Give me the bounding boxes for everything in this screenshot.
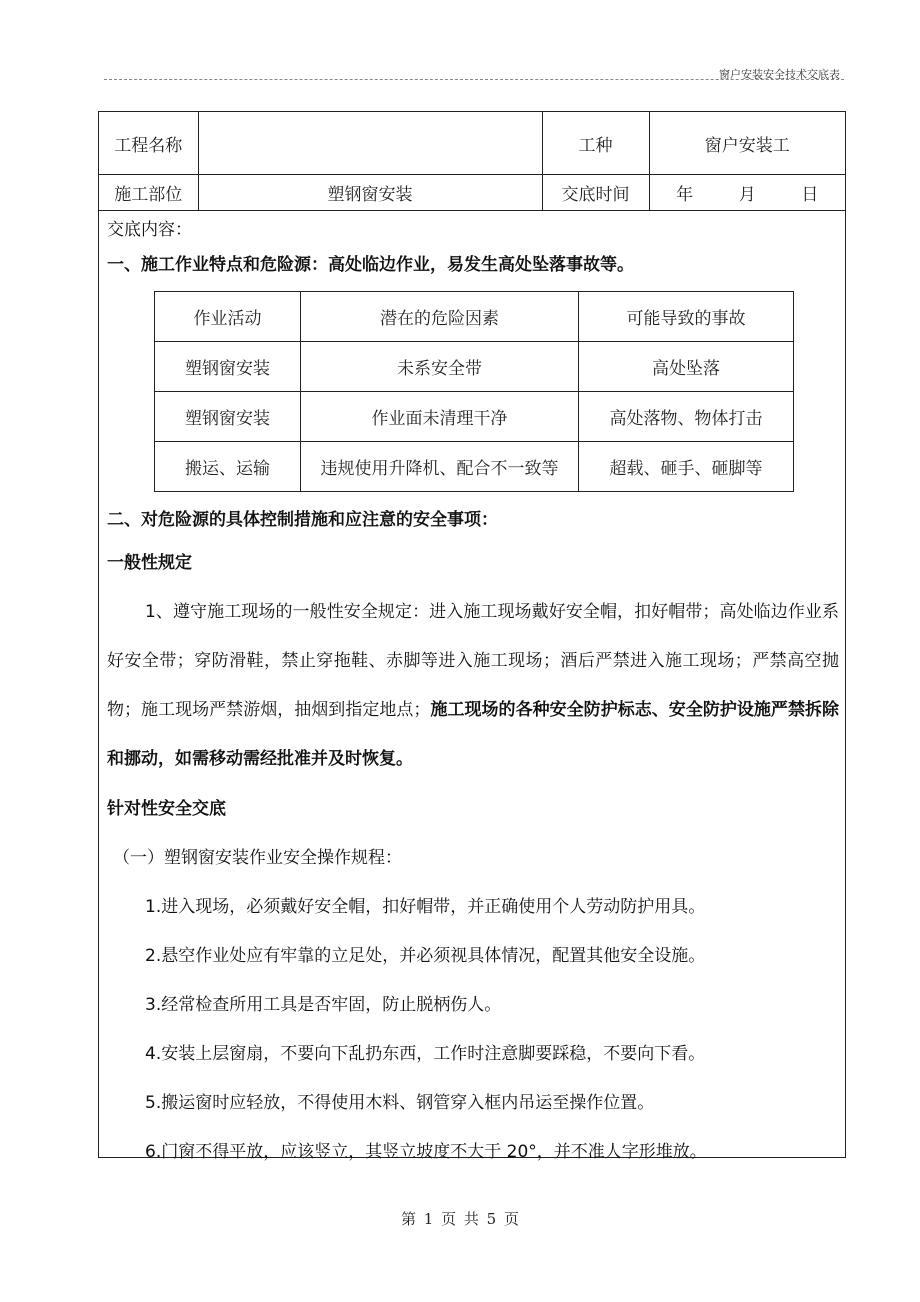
procedure-item: 2.悬空作业处应有牢靠的立足处，并必须视具体情况，配置其他安全设施。 <box>145 946 706 966</box>
risk-table-row <box>155 342 794 392</box>
risk-cell: 高处坠落 <box>579 342 794 392</box>
risk-cell: 超载、砸手、砸脚等 <box>579 442 794 492</box>
briefing-content <box>99 211 845 1177</box>
info-table <box>99 112 845 211</box>
procedure-item: 5.搬运窗时应轻放，不得使用木料、钢管穿入框内吊运至操作位置。 <box>145 1093 655 1113</box>
page-number: 第 1 页 共 5 页 <box>401 1210 519 1228</box>
procedure-item: 3.经常检查所用工具是否牢固，防止脱柄伤人。 <box>145 995 502 1015</box>
project-name-value <box>198 112 542 175</box>
risk-cell: 塑钢窗安装 <box>155 342 301 392</box>
risk-table-header <box>155 292 794 342</box>
content-label: 交底内容： <box>107 220 192 240</box>
location-label: 施工部位 <box>99 175 198 211</box>
time-value: 年 月 日 <box>649 175 845 211</box>
risk-cell: 高处落物、物体打击 <box>579 392 794 442</box>
risk-header-cell: 潜在的危险因素 <box>301 292 579 342</box>
risk-cell: 未系安全带 <box>301 342 579 392</box>
trade-label: 工种 <box>542 112 649 175</box>
procedure-item: 1.进入现场，必须戴好安全帽，扣好帽带，并正确使用个人劳动防护用具。 <box>145 897 706 917</box>
procedure-item: 6.门窗不得平放，应该竖立，其竖立坡度不大于 20°，并不准人字形堆放。 <box>145 1142 707 1162</box>
section-2-heading: 二、对危险源的具体控制措施和应注意的安全事项： <box>107 510 498 530</box>
general-rules-text: 1、遵守施工现场的一般性安全规定：进入施工现场戴好安全帽，扣好帽带；高处临边作业系好安全带；穿防滑鞋，禁止穿拖鞋、赤脚等进入施工现场；酒后严禁进入施工现场；严禁高空抛物；施工现场严禁游烟，抽烟到指定地点； <box>107 602 839 720</box>
procedure-subheading: （一）塑钢窗安装作业安全操作规程： <box>113 848 402 868</box>
risk-header-cell: 作业活动 <box>155 292 301 342</box>
general-rules-paragraph <box>107 588 845 784</box>
project-name-label: 工程名称 <box>99 112 198 175</box>
risk-table-row <box>155 442 794 492</box>
risk-table-row <box>155 392 794 442</box>
procedure-item: 4.安装上层窗扇，不要向下乱扔东西，工作时注意脚要踩稳，不要向下看。 <box>145 1044 706 1064</box>
time-label: 交底时间 <box>542 175 649 211</box>
risk-cell: 作业面未清理干净 <box>301 392 579 442</box>
risk-header-cell: 可能导致的事故 <box>579 292 794 342</box>
general-rules-heading: 一般性规定 <box>107 553 192 573</box>
document-header-title: 窗户安装安全技术交底表 <box>719 68 840 81</box>
risk-cell: 塑钢窗安装 <box>155 392 301 442</box>
general-rules-bold-text: 施工现场的各种安全防护标志、安全防护设施严禁拆除和挪动，如需移动需经批准并及时恢复。 <box>107 700 840 769</box>
risk-table <box>154 291 794 492</box>
header-divider <box>104 79 844 80</box>
risk-cell: 违规使用升降机、配合不一致等 <box>301 442 579 492</box>
specific-briefing-heading: 针对性安全交底 <box>107 799 226 819</box>
section-1-heading: 一、施工作业特点和危险源：高处临边作业，易发生高处坠落事故等。 <box>107 255 634 275</box>
briefing-form <box>98 111 846 1162</box>
risk-cell: 搬运、运输 <box>155 442 301 492</box>
trade-value: 窗户安装工 <box>649 112 845 175</box>
location-value: 塑钢窗安装 <box>198 175 542 211</box>
